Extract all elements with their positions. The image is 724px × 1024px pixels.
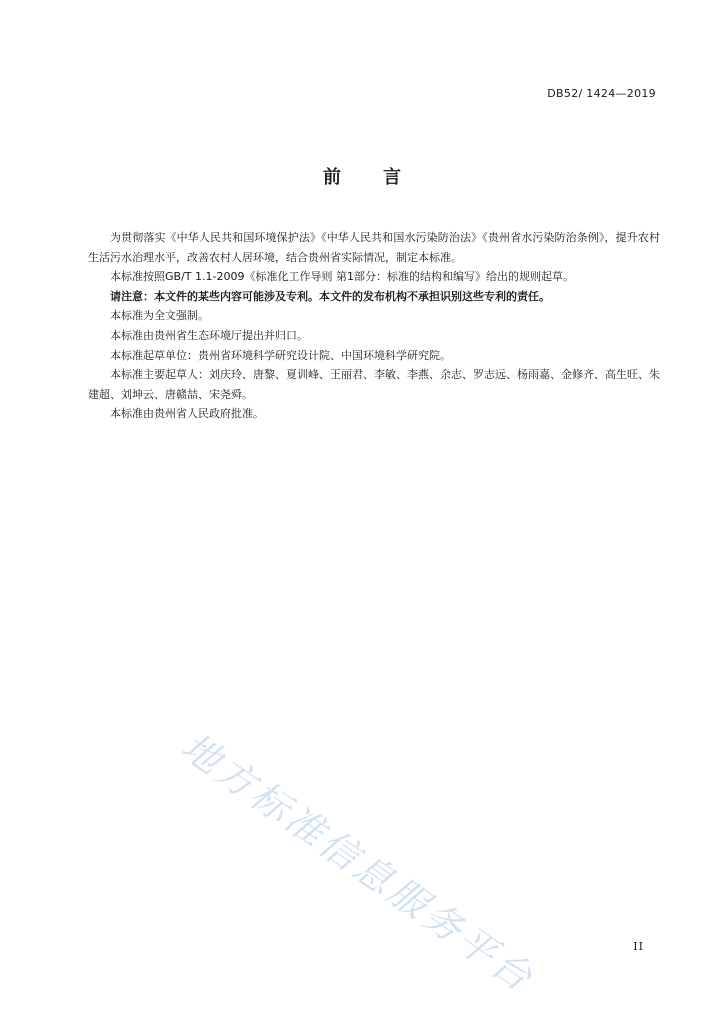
paragraph-drafting-units: 本标准起草单位：贵州省环境科学研究设计院、中国环境科学研究院。 — [110, 348, 451, 362]
paragraph-drafting-rules: 本标准按照GB/T 1.1-2009《标准化工作导则 第1部分：标准的结构和编写》给出的规则起草。 — [110, 270, 574, 284]
paragraph-proposer: 本标准由贵州省生态环境厅提出并归口。 — [110, 328, 308, 342]
foreword-body — [88, 228, 660, 424]
paragraph-patent-notice: 请注意：本文件的某些内容可能涉及专利。本文件的发布机构不承担识别这些专利的责任。 — [110, 289, 550, 303]
page-title — [0, 163, 724, 189]
paragraph-mandatory: 本标准为全文强制。 — [110, 309, 209, 323]
document-number: DB52/ 1424—2019 — [547, 87, 656, 100]
title-char-1: 前 — [323, 167, 341, 188]
paragraph-purpose: 为贯彻落实《中华人民共和国环境保护法》《中华人民共和国水污染防治法》《贵州省水污染防治条例》，提升农村生活污水治理水平，改善农村人居环境，结合贵州省实际情况，制定本标准。 — [88, 231, 660, 264]
page-number: II — [633, 940, 644, 953]
watermark: 地方标准信息服务平台 — [173, 724, 543, 1002]
paragraph-approval: 本标准由贵州省人民政府批准。 — [110, 407, 264, 421]
paragraph-drafters: 本标准主要起草人：刘庆玲、唐黎、夏训峰、王丽君、李敏、李燕、余志、罗志远、杨雨嘉、金修齐、高生旺、朱建超、刘坤云、唐赣喆、宋尧舜。 — [88, 368, 660, 401]
title-char-2: 言 — [383, 167, 401, 188]
